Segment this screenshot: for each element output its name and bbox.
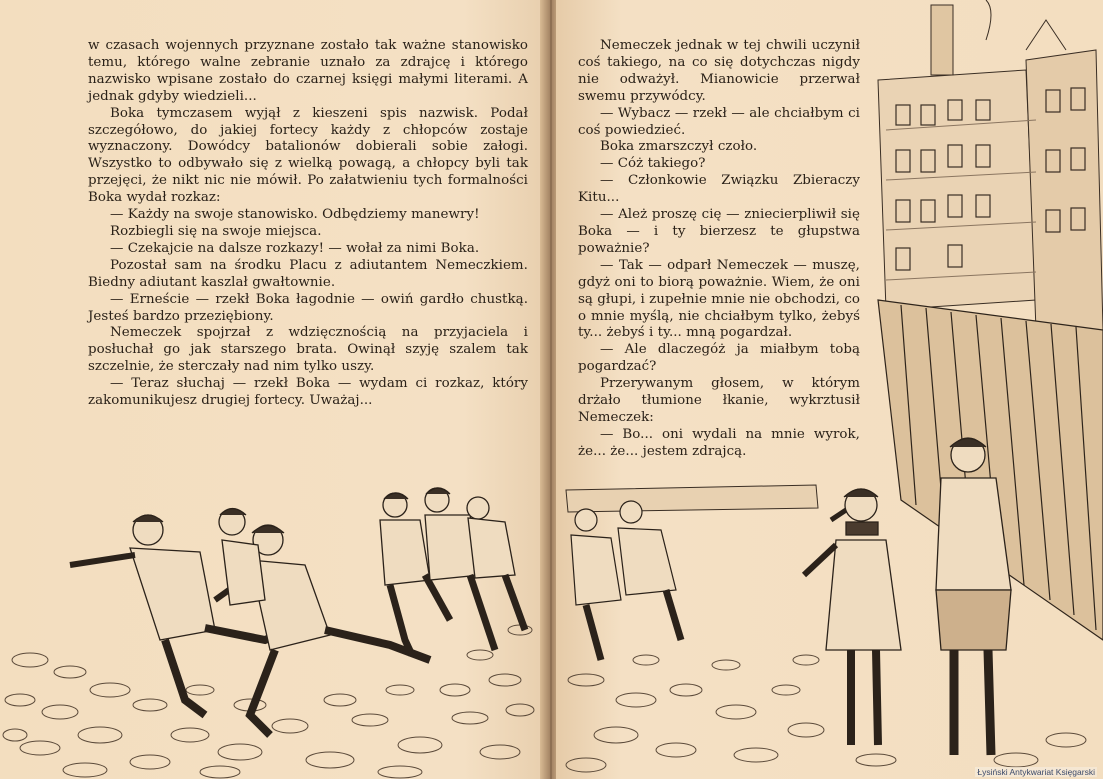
paragraph: Pozostał sam na środku Placu z adiutantem Nemeczkiem. Biedny adiutant kaszlał gwałtownie. (88, 257, 528, 290)
right-page (556, 0, 1103, 779)
boys-running-away (380, 488, 525, 655)
paragraph: — Wybacz — rzekł — ale chciałbym ci coś powiedzieć. (578, 105, 860, 138)
right-page-text (578, 38, 860, 461)
paragraph: Rozbiegli się na swoje miejsca. (110, 223, 322, 239)
cobblestone-ground (3, 625, 534, 778)
left-page (0, 0, 545, 779)
paragraph: Nemeczek jednak w tej chwili uczynił coś takiego, na co się dotychczas nigdy nie odważył. Mianowicie przerwał swemu przywódcy. (578, 38, 860, 104)
paragraph: w czasach wojennych przyznane zostało tak ważne stanowisko temu, którego walne zebranie uznało za zdrajcę i którego nazwisko wpisane zostało do czarnej księgi małymi literami. A jednak gdyby wiedzieli... (88, 38, 528, 104)
boys-running-background (571, 501, 681, 660)
paragraph: — Ale dlaczegóż ja miałbym tobą pogardzać? (578, 342, 860, 375)
paragraph: — Każdy na swoje stanowisko. Odbędziemy manewry! (110, 207, 480, 223)
paragraph: Nemeczek spojrzał z wdzięcznością na przyjaciela i posłuchał go jak starszego brata. Owinął szyję szalem tak szczelnie, że sterczały nad nim tylko uszy. (88, 325, 528, 375)
paragraph: — Bo... oni wydali na mnie wyrok, że... że... jestem zdrajcą. (578, 426, 860, 459)
paragraph: Przerywanym głosem, w którym drżało tłumione łkanie, wykrztusił Nemeczek: (578, 376, 860, 425)
paragraph: — Czekajcie na dalsze rozkazy! — wołał za nimi Boka. (110, 240, 480, 256)
nemeczek-figure (804, 489, 901, 745)
cobblestone-ground (566, 655, 1086, 772)
paragraph: — Erneście — rzekł Boka łagodnie — owiń gardło chustką. Jesteś bardzo przeziębiony. (88, 291, 528, 324)
low-wall (566, 485, 818, 512)
watermark: Łysiński Antykwariat Księgarski (977, 767, 1095, 777)
paragraph: Boka zmarszczył czoło. (600, 139, 758, 155)
paragraph: — Cóż takiego? (600, 156, 706, 172)
paragraph: Boka tymczasem wyjął z kieszeni spis nazwisk. Podał szczegółowo, do jakiej fortecy każdy z chłopców zostaje wyznaczony. Dowódcy batalionów dobierali sobie załogi. Wszystko to odbywało się z wielką powagą, a chłopcy byli tak przejęci, że nikt nic nie mówił. Po załatwieniu tych formalności Boka wydał rozkaz: (88, 105, 528, 206)
paragraph: — Teraz słuchaj — rzekł Boka — wydam ci rozkaz, który zakomunikujesz drugiej fortecy. Uważaj... (88, 376, 528, 409)
buildings-background (878, 0, 1103, 330)
paragraph: — Tak — odparł Nemeczek — muszę, gdyż oni to biorą poważnie. Wiem, że oni są głupi, i zupełnie mnie nie obchodzi, co o mnie myślą, nie chciałbym tylko, żebyś ty... żebyś i ty... mną pogardzał. (578, 257, 860, 341)
paragraph: — Ależ proszę cię — zniecierpliwił się Boka — i ty bierzesz te głupstwa poważnie? (578, 207, 860, 256)
paragraph: — Członkowie Związku Zbieraczy Kitu... (578, 173, 860, 206)
illustration-running-boys (0, 0, 545, 779)
